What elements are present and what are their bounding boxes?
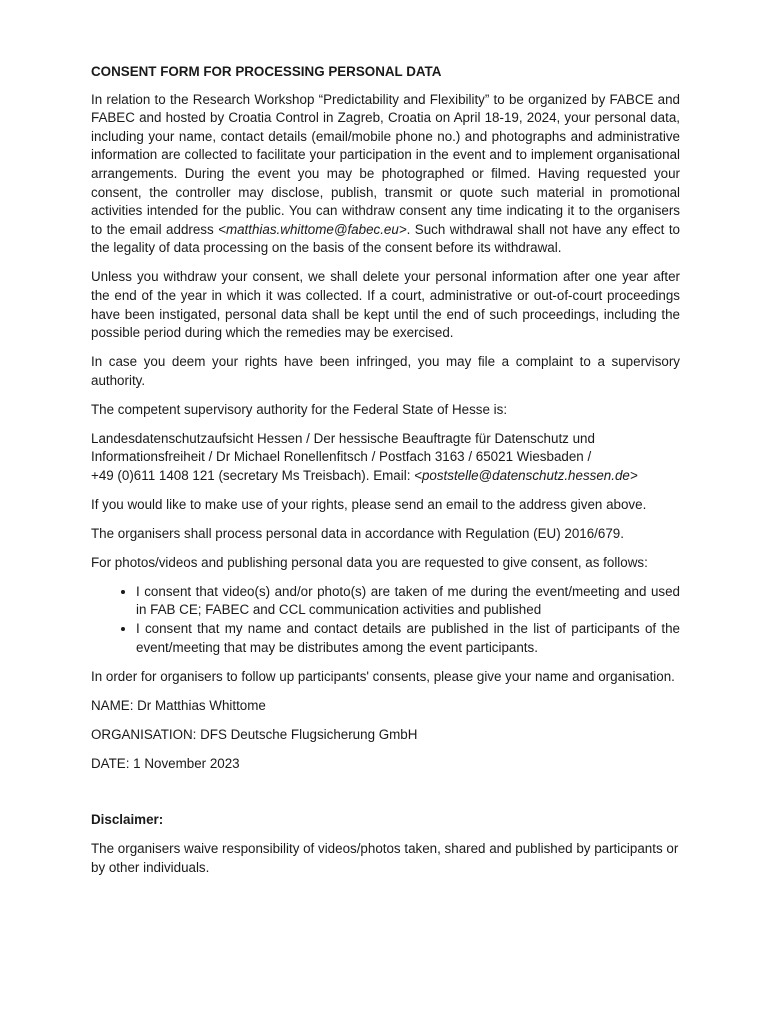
authority-line-1: Landesdatenschutzaufsicht Hessen / Der hessische Beauftragte für Datenschutz und: [91, 430, 595, 446]
consent-intro-paragraph: [91, 91, 680, 258]
document-title: CONSENT FORM FOR PROCESSING PERSONAL DATA: [91, 64, 442, 79]
intro-text: In relation to the Research Workshop “Predictability and Flexibility” to be organized by FABCE and FABEC and hosted by Croatia Control in Zagreb, Croatia on April 18-19, 2024, your personal data, including your name, contact details (email/mobile phone no.) and photographs and administrative information are collected to facilitate your participation in the event and to implement organisational arrangements. During the event you may be photographed or filmed. Having requested your consent, the controller may disclose, publish, transmit or quote such material in promotional activities intended for the public. You can withdraw consent any time indicating it to the organisers to the email address: [91, 91, 680, 237]
complaint-paragraph: In case you deem your rights have been infringed, you may file a complaint to a supervisory authority.: [91, 354, 680, 388]
consent-item-contact-details: • I consent that my name and contact details are published in the list of participants of the event/meeting that may be distributes among the event participants.: [136, 620, 680, 657]
date-field: DATE: 1 November 2023: [91, 755, 240, 771]
spacer: [91, 783, 680, 811]
authority-address: [91, 430, 680, 486]
consent-list: [91, 583, 680, 657]
organiser-email: <matthias.whittome@fabec.eu>: [218, 221, 407, 237]
intro-text-end: . Such withdrawal shall not have any effect to the legality of data processing on the basis of the consent before its withdrawal.: [91, 221, 680, 256]
document-body: [91, 63, 680, 888]
organisation-field: ORGANISATION: DFS Deutsche Flugsicherung GmbH: [91, 726, 418, 742]
consent-request-paragraph: For photos/videos and publishing personal data you are requested to give consent, as follows:: [91, 554, 648, 570]
follow-up-paragraph: In order for organisers to follow up participants' consents, please give your name and organisation.: [91, 668, 675, 684]
name-field: NAME: Dr Matthias Whittome: [91, 697, 266, 713]
authority-line-3: +49 (0)611 1408 121 (secretary Ms Treisbach). Email:: [91, 467, 415, 483]
rights-paragraph: If you would like to make use of your rights, please send an email to the address given above.: [91, 496, 647, 512]
authority-intro-paragraph: The competent supervisory authority for the Federal State of Hesse is:: [91, 401, 508, 417]
regulation-paragraph: The organisers shall process personal data in accordance with Regulation (EU) 2016/679.: [91, 525, 624, 541]
authority-email: <poststelle@datenschutz.hessen.de>: [414, 467, 638, 483]
authority-line-2: Informationsfreiheit / Dr Michael Ronellenfitsch / Postfach 3163 / 65021 Wiesbaden /: [91, 449, 592, 465]
disclaimer-heading: Disclaimer:: [91, 812, 164, 828]
disclaimer-text: The organisers waive responsibility of videos/photos taken, shared and published by participants or by other individuals.: [91, 841, 679, 876]
consent-item-photos: • I consent that video(s) and/or photo(s) are taken of me during the event/meeting and used in FAB CE; FABEC and CCL communication activities and published: [136, 583, 680, 620]
retention-paragraph: Unless you withdraw your consent, we shall delete your personal information after one year after the end of the year in which it was collected. If a court, administrative or out-of-court proceedings have been instigated, personal data shall be kept until the end of such proceedings, including the possible period during which the remedies may be exercised.: [91, 269, 680, 341]
